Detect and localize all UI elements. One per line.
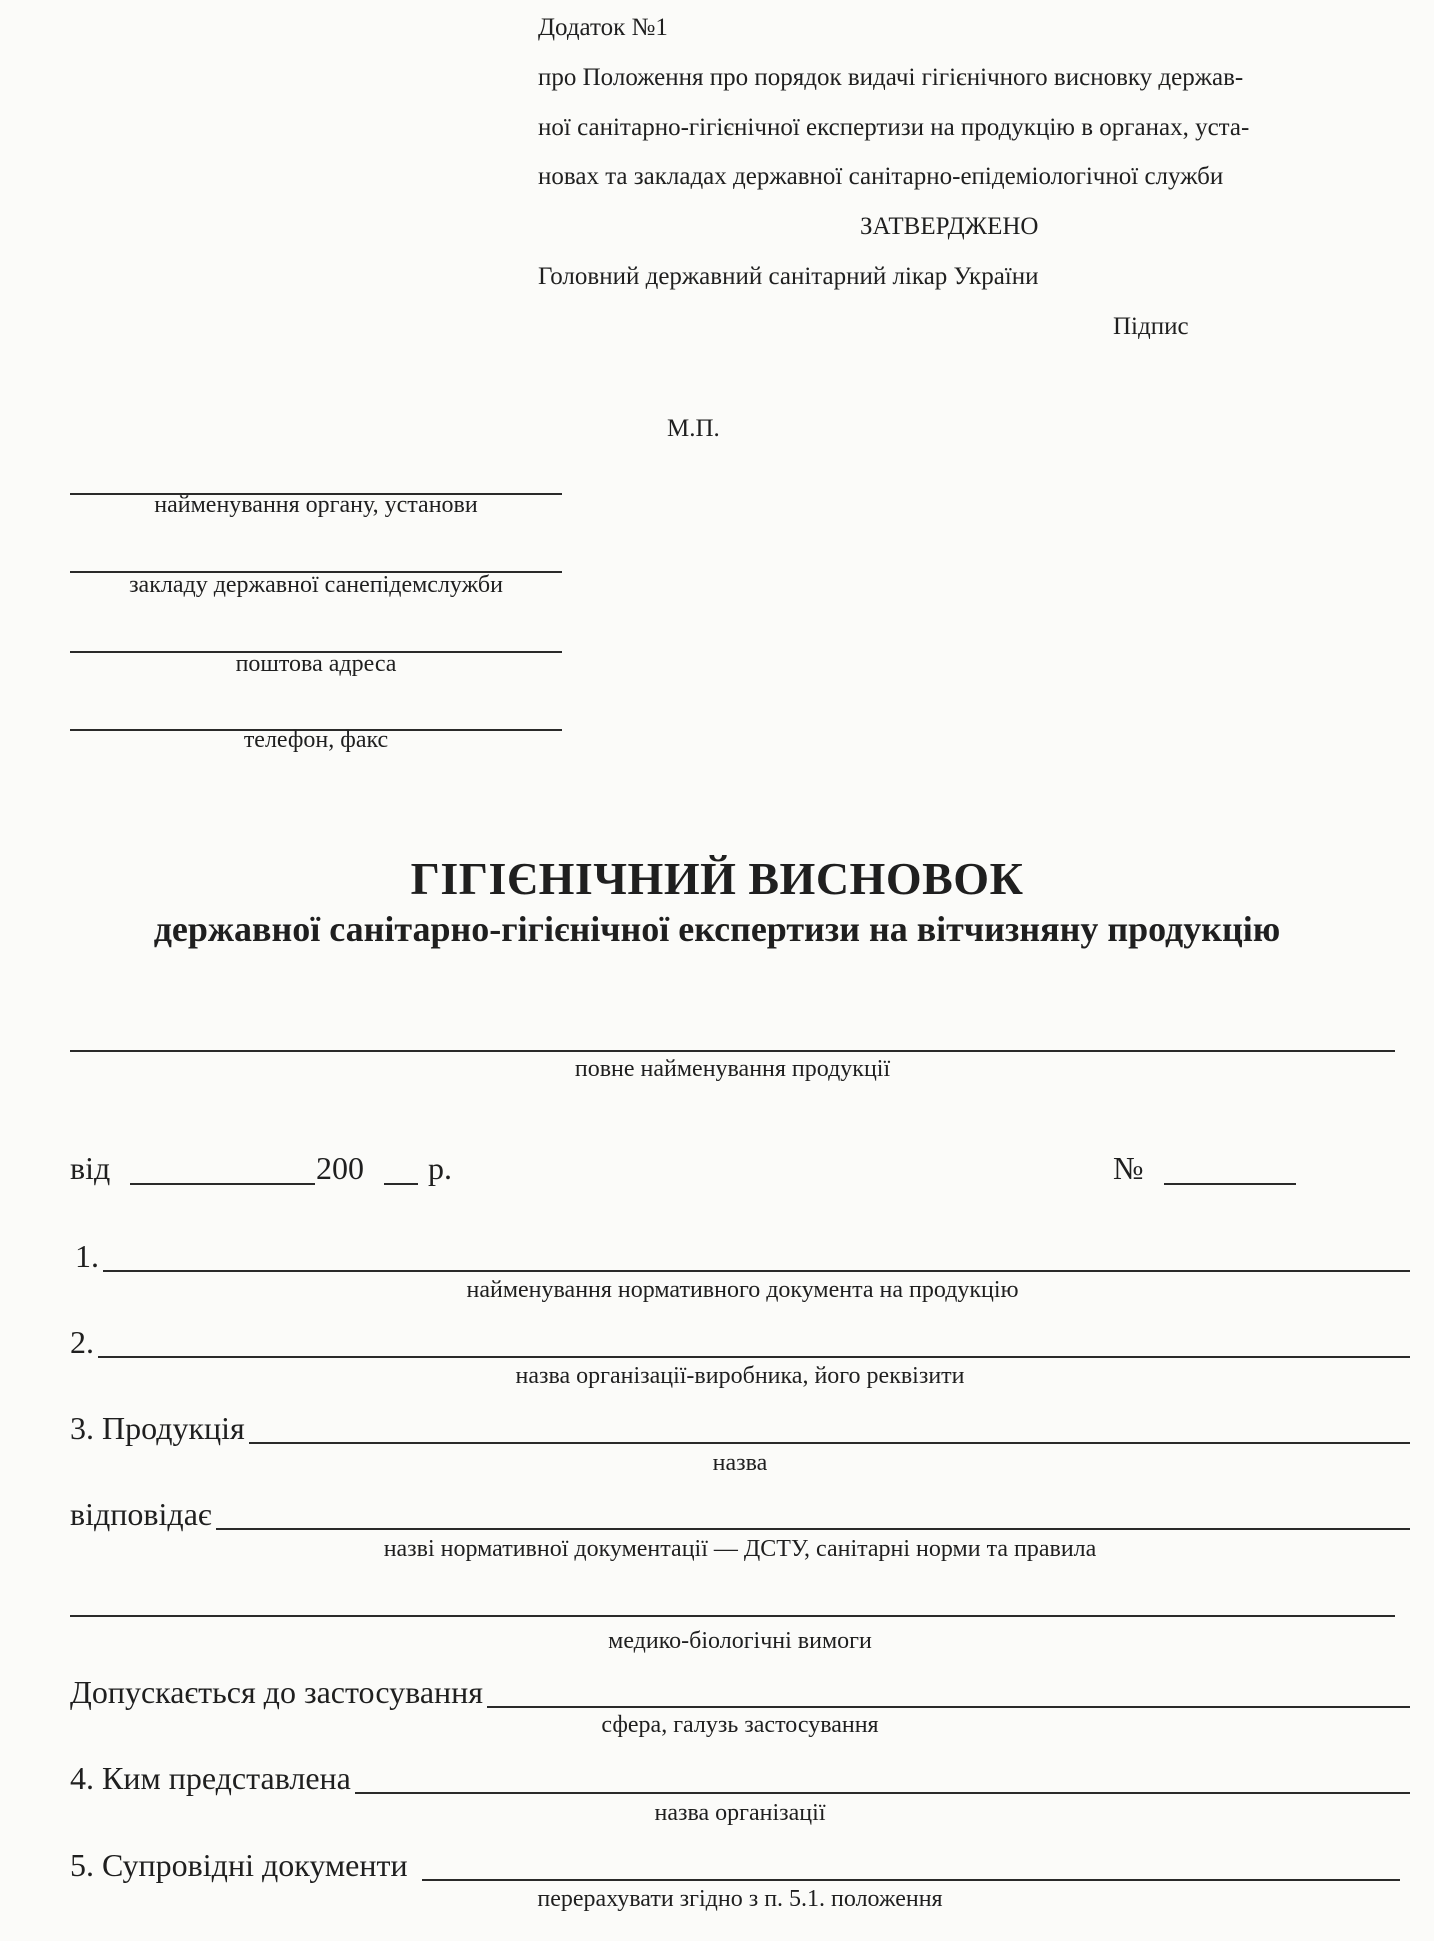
- item-5-blank[interactable]: [422, 1853, 1400, 1881]
- approved-label: ЗАТВЕРДЖЕНО: [860, 213, 1039, 240]
- item-1-caption: найменування нормативного документа на продукцію: [466, 1277, 1019, 1303]
- item-1-field: [75, 1240, 1410, 1272]
- conforms-caption: назві нормативної документації — ДСТУ, санітарні норми та правила: [383, 1536, 1097, 1562]
- item-2-label: 2.: [70, 1324, 94, 1360]
- signature-label: Підпис: [1113, 313, 1189, 340]
- seal-label: М.П.: [667, 415, 720, 442]
- allowed-blank[interactable]: [487, 1680, 1410, 1708]
- annex-about-line-3: новах та закладах державної санітарно-епідеміологічної служби: [538, 163, 1224, 190]
- annex-about-line-2: ної санітарно-гігієнічної експертизи на продукцію в органах, уста-: [538, 114, 1250, 141]
- issuer-caption-4: телефон, факс: [243, 727, 389, 753]
- item-1-label: 1.: [75, 1238, 99, 1274]
- date-day-blank[interactable]: [130, 1183, 315, 1185]
- item-3-label: 3. Продукція: [70, 1410, 245, 1446]
- item-3-blank[interactable]: [249, 1416, 1410, 1444]
- product-name-line: [70, 1050, 1395, 1052]
- conforms-label: відповідає: [70, 1496, 212, 1532]
- allowed-label: Допускається до застосування: [70, 1674, 483, 1710]
- item-4-blank[interactable]: [355, 1766, 1410, 1794]
- item-2-blank[interactable]: [98, 1330, 1410, 1358]
- conforms-blank[interactable]: [216, 1502, 1410, 1530]
- item-3-caption: назва: [712, 1450, 768, 1476]
- annex-about-line-1: про Положення про порядок видачі гігієнічного висновку держав-: [538, 64, 1244, 91]
- conforms-field: [70, 1498, 1410, 1530]
- allowed-caption: сфера, галузь застосування: [601, 1712, 879, 1738]
- item-3-field: [70, 1412, 1410, 1444]
- item-2-field: [70, 1326, 1410, 1358]
- number-label: №: [1113, 1150, 1144, 1186]
- issuer-caption-3: поштова адреса: [235, 651, 397, 677]
- issuer-caption-2: закладу державної санепідемслужби: [129, 572, 503, 598]
- chief-official-title: Головний державний санітарний лікар України: [538, 263, 1039, 290]
- date-from-label: від: [70, 1150, 111, 1186]
- item-5-label: 5. Супровідні документи: [70, 1847, 408, 1883]
- product-name-caption: повне найменування продукції: [574, 1056, 891, 1082]
- item-4-caption: назва організації: [654, 1800, 826, 1826]
- item-4-field: [70, 1762, 1410, 1794]
- document-title: ГІГІЄНІЧНИЙ ВИСНОВОК: [410, 853, 1024, 904]
- document-subtitle: державної санітарно-гігієнічної експертизи на вітчизняну продукцію: [153, 909, 1281, 949]
- date-r-label: р.: [428, 1150, 452, 1186]
- issuer-caption-1: найменування органу, установи: [154, 492, 478, 518]
- item-5-field: [70, 1849, 1400, 1881]
- item-4-label: 4. Ким представлена: [70, 1760, 351, 1796]
- number-blank[interactable]: [1164, 1183, 1296, 1185]
- date-year-label: 200: [316, 1150, 364, 1186]
- medbio-line[interactable]: [70, 1615, 1395, 1617]
- item-5-caption: перерахувати згідно з п. 5.1. положення: [537, 1886, 943, 1912]
- date-year-blank[interactable]: [384, 1183, 418, 1185]
- item-2-caption: назва організації-виробника, його реквізити: [515, 1363, 965, 1389]
- item-1-blank[interactable]: [103, 1244, 1410, 1272]
- annex-label: Додаток №1: [538, 14, 668, 41]
- allowed-field: [70, 1676, 1410, 1708]
- medbio-caption: медико-біологічні вимоги: [608, 1628, 872, 1654]
